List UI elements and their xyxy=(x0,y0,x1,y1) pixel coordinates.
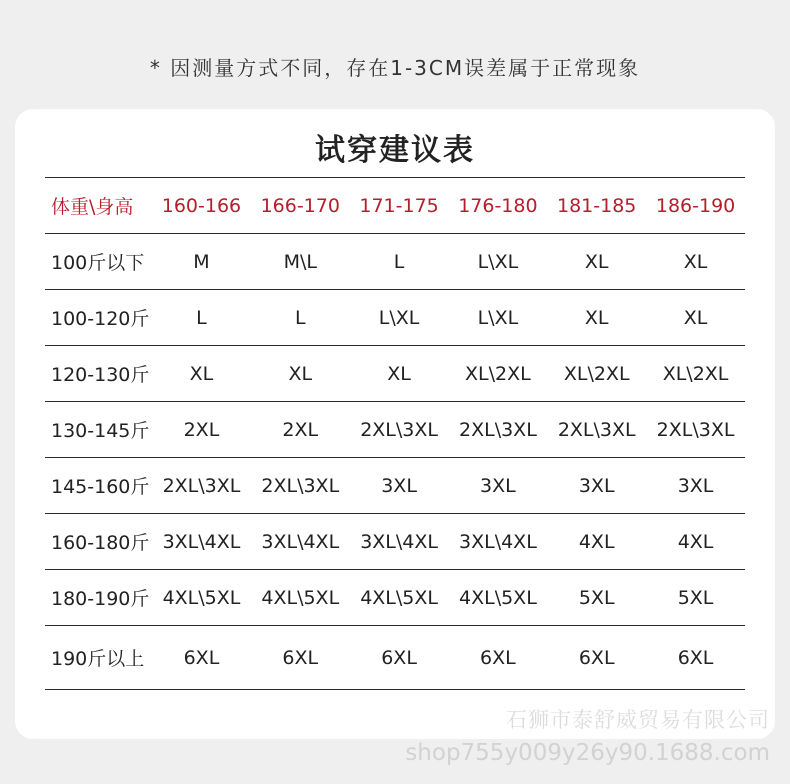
table-row xyxy=(45,458,745,514)
size-cell: 4XL xyxy=(646,514,745,570)
table-row xyxy=(45,346,745,402)
header-cell-height: 176-180 xyxy=(448,178,547,234)
size-table xyxy=(45,177,745,690)
header-cell-weight-height: 体重\身高 xyxy=(45,178,152,234)
size-cell: 2XL xyxy=(152,402,251,458)
size-cell: 2XL\3XL xyxy=(152,458,251,514)
size-cell: 4XL\5XL xyxy=(152,570,251,626)
size-cell: 6XL xyxy=(152,626,251,690)
size-cell: 3XL\4XL xyxy=(350,514,449,570)
weight-cell: 160-180斤 xyxy=(45,514,152,570)
size-cell: 3XL\4XL xyxy=(251,514,350,570)
weight-cell: 145-160斤 xyxy=(45,458,152,514)
weight-cell: 190斤以上 xyxy=(45,626,152,690)
size-cell: XL xyxy=(547,290,646,346)
size-cell: 3XL\4XL xyxy=(152,514,251,570)
size-cell: XL\2XL xyxy=(448,346,547,402)
size-cell: 6XL xyxy=(251,626,350,690)
weight-cell: 130-145斤 xyxy=(45,402,152,458)
size-cell: XL xyxy=(152,346,251,402)
size-cell: XL\2XL xyxy=(646,346,745,402)
header-cell-height: 181-185 xyxy=(547,178,646,234)
size-cell: L xyxy=(350,234,449,290)
size-cell: 2XL xyxy=(251,402,350,458)
weight-cell: 120-130斤 xyxy=(45,346,152,402)
size-cell: 3XL\4XL xyxy=(448,514,547,570)
table-row xyxy=(45,402,745,458)
header-cell-height: 186-190 xyxy=(646,178,745,234)
size-cell: 6XL xyxy=(448,626,547,690)
size-cell: 6XL xyxy=(646,626,745,690)
company-watermark: 石狮市泰舒威贸易有限公司 xyxy=(506,708,770,732)
size-cell: 2XL\3XL xyxy=(251,458,350,514)
size-cell: L\XL xyxy=(350,290,449,346)
size-cell: 5XL xyxy=(547,570,646,626)
size-cell: XL xyxy=(547,234,646,290)
size-cell: 4XL\5XL xyxy=(448,570,547,626)
size-cell: 2XL\3XL xyxy=(350,402,449,458)
size-cell: 3XL xyxy=(646,458,745,514)
size-cell: 6XL xyxy=(547,626,646,690)
header-row xyxy=(45,178,745,234)
size-cell: 2XL\3XL xyxy=(646,402,745,458)
size-chart-card xyxy=(15,109,775,739)
size-cell: 6XL xyxy=(350,626,449,690)
size-cell: 2XL\3XL xyxy=(547,402,646,458)
size-cell: 4XL\5XL xyxy=(251,570,350,626)
size-cell: L\XL xyxy=(448,290,547,346)
size-cell: M\L xyxy=(251,234,350,290)
weight-cell: 100斤以下 xyxy=(45,234,152,290)
size-cell: 3XL xyxy=(547,458,646,514)
size-cell: 4XL xyxy=(547,514,646,570)
weight-cell: 180-190斤 xyxy=(45,570,152,626)
header-cell-height: 166-170 xyxy=(251,178,350,234)
header-cell-height: 171-175 xyxy=(350,178,449,234)
table-row xyxy=(45,570,745,626)
table-row xyxy=(45,514,745,570)
chart-title: 试穿建议表 xyxy=(315,133,475,168)
size-cell: 2XL\3XL xyxy=(448,402,547,458)
size-cell: XL\2XL xyxy=(547,346,646,402)
size-cell: XL xyxy=(350,346,449,402)
size-cell: L\XL xyxy=(448,234,547,290)
shop-url-watermark: shop755y009y26y90.1688.com xyxy=(405,740,770,766)
size-cell: 5XL xyxy=(646,570,745,626)
table-row xyxy=(45,290,745,346)
table-row xyxy=(45,626,745,690)
size-cell: M xyxy=(152,234,251,290)
weight-cell: 100-120斤 xyxy=(45,290,152,346)
size-cell: XL xyxy=(251,346,350,402)
measurement-note: * 因测量方式不同，存在1-3CM误差属于正常现象 xyxy=(149,56,641,80)
size-cell: L xyxy=(251,290,350,346)
size-cell: XL xyxy=(646,234,745,290)
size-cell: 3XL xyxy=(448,458,547,514)
size-cell: 4XL\5XL xyxy=(350,570,449,626)
header-cell-height: 160-166 xyxy=(152,178,251,234)
table-row xyxy=(45,234,745,290)
size-cell: 3XL xyxy=(350,458,449,514)
size-cell: XL xyxy=(646,290,745,346)
size-cell: L xyxy=(152,290,251,346)
